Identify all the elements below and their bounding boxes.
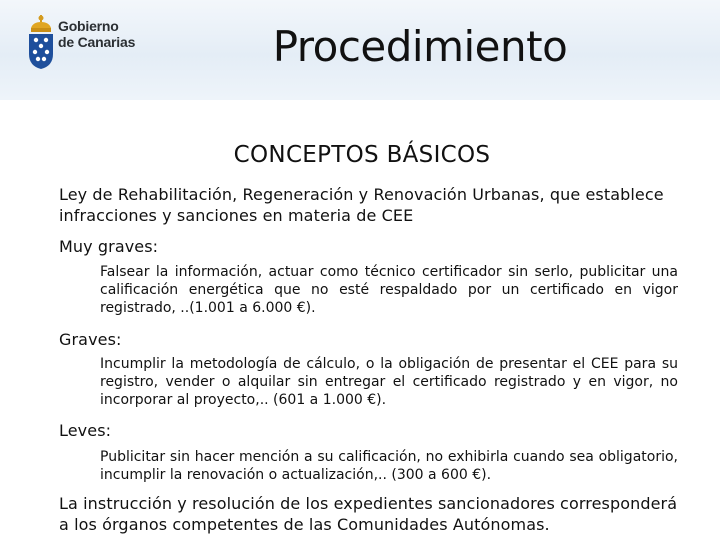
page-title: Procedimiento [272, 22, 568, 71]
graves-description: Incumplir la metodología de cálculo, o la obligación de presentar el CEE para su registro, vender o alquilar sin entregar el certificado registrado y en vigor, no incorporar al proyecto,.. (601 a 1.000 €). [100, 356, 678, 408]
header-banner [0, 0, 720, 100]
logo-line-1: Gobierno [58, 18, 119, 34]
leves-description: Publicitar sin hacer mención a su calificación, no exhibirla cuando sea obligatorio, incumplir la renovación o actualización,.. (300 a 600 €). [100, 449, 678, 483]
intro-paragraph: Ley de Rehabilitación, Regeneración y Renovación Urbanas, que establece infracciones y sanciones en materia de CEE [59, 185, 664, 225]
logo-line-2: de Canarias [58, 34, 136, 50]
closing-paragraph: La instrucción y resolución de los expedientes sancionadores corresponderá a los órganos competentes de las Comunidades Autónomas. [59, 494, 678, 534]
muy-graves-description: Falsear la información, actuar como técnico certificador sin serlo, publicitar una calificación energética que no esté respaldado por un certificado en vigor registrado, ..(1.001 a 6.000 €). [100, 264, 678, 316]
muy-graves-label: Muy graves: [59, 237, 159, 256]
leves-label: Leves: [59, 421, 112, 440]
section-heading: CONCEPTOS BÁSICOS [233, 142, 491, 168]
graves-label: Graves: [59, 330, 122, 349]
